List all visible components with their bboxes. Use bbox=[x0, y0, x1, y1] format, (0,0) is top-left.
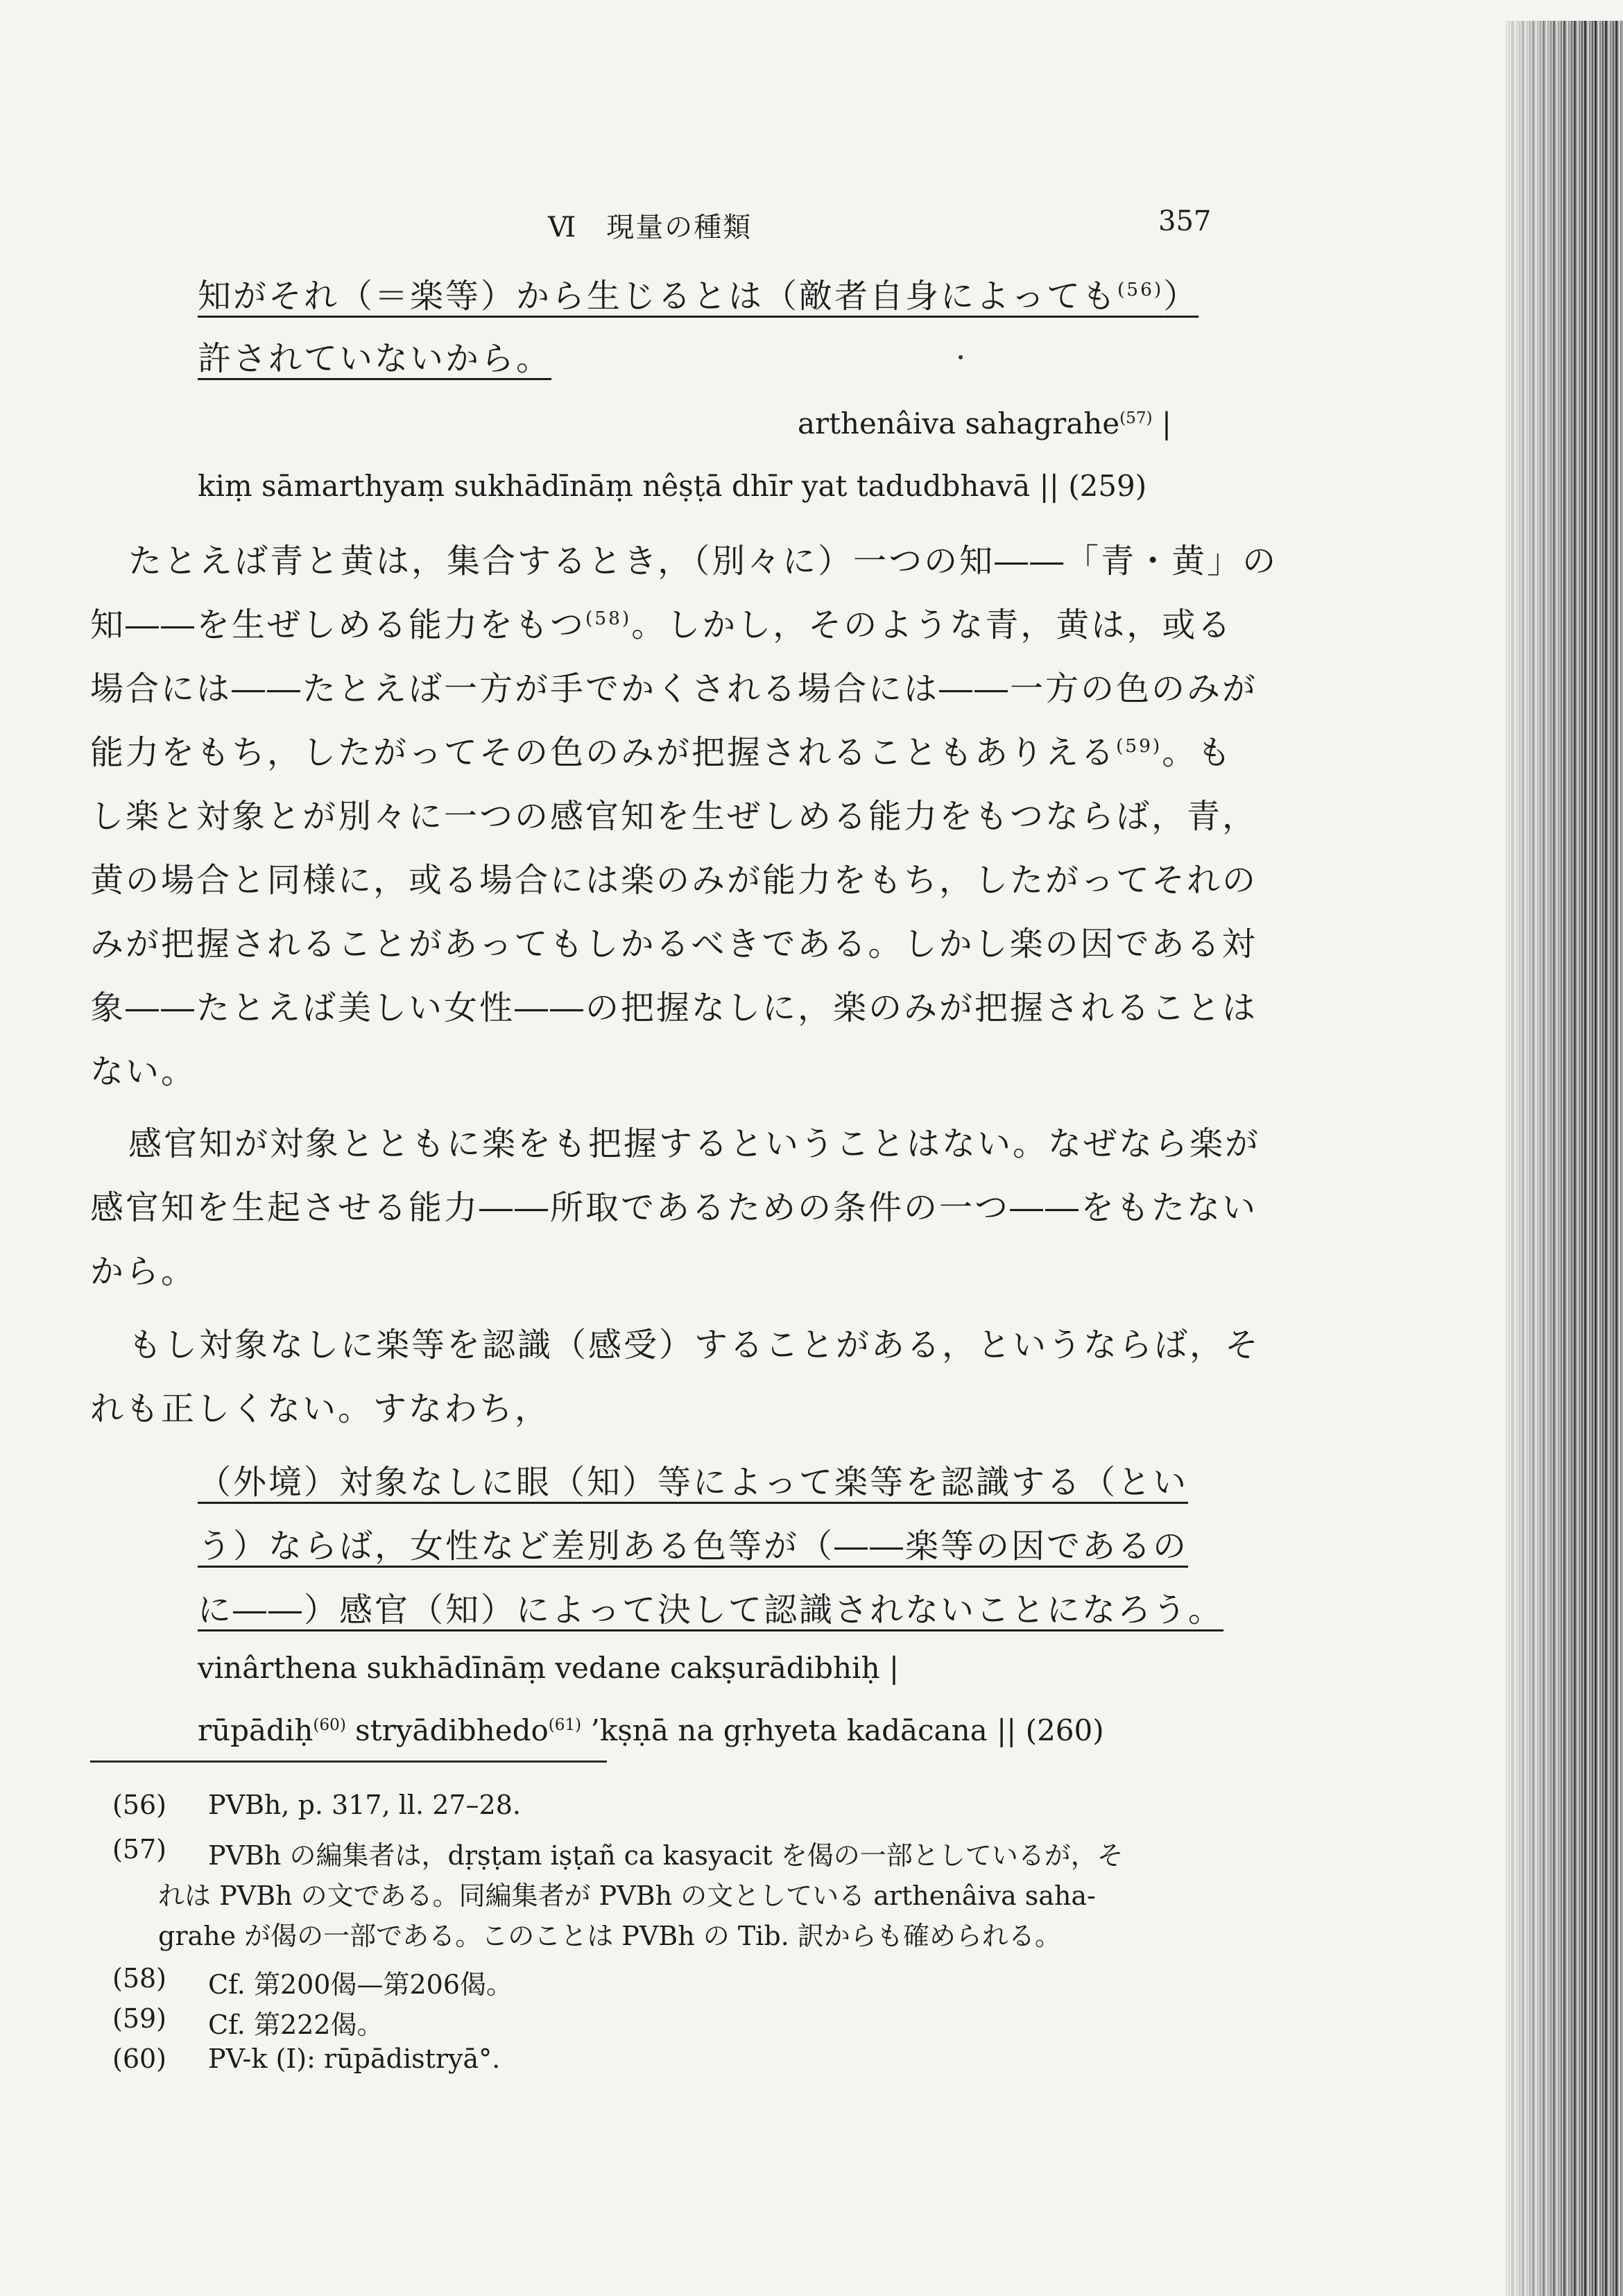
para-1-line-6: 黄の場合と同様に，或る場合には楽のみが能力をもち，したがってそれの bbox=[90, 861, 1258, 900]
para-2-line-2: 感官知を生起させる能力――所取であるための条件の一つ――をもたない bbox=[90, 1188, 1258, 1227]
footnote-text: PVBh の編集者は，dṛṣṭam iṣṭañ ca kasyacit を偈の一部としているが，そ bbox=[208, 1840, 1124, 1871]
body-text: 。も bbox=[1162, 733, 1233, 772]
verse-260-jp-line-3: に――）感官（知）によって決して認識されないことになろう。 bbox=[198, 1591, 1224, 1629]
footnote-ref: (59) bbox=[1116, 735, 1162, 757]
sanskrit-text: arthenâiva sahagrahe bbox=[798, 406, 1120, 440]
sanskrit-text: stryādibhedo bbox=[345, 1713, 549, 1747]
page-number: 357 bbox=[1158, 205, 1212, 237]
footnote-ref: (58) bbox=[585, 608, 632, 629]
verse-259-sanskrit-line-1 bbox=[798, 406, 1171, 440]
footnote-number: (56) bbox=[112, 1790, 167, 1820]
footnote-text: PVBh, p. 317, ll. 27–28. bbox=[208, 1790, 521, 1820]
para-1-line-2 bbox=[90, 598, 1233, 646]
stray-mark bbox=[959, 355, 963, 359]
footnote-57 bbox=[0, 1834, 1248, 1966]
footnote-divider bbox=[90, 1760, 607, 1763]
para-3-line-1: もし対象なしに楽等を認識（感受）することがある，というならば，そ bbox=[128, 1326, 1261, 1364]
para-1-line-1: たとえば青と黄は，集合するとき，（別々に）一つの知――「青・黄」の bbox=[128, 542, 1278, 581]
verse-260-sanskrit-line-1: vinârthena sukhādīnāṃ vedane cakṣurādibhiḥ | bbox=[198, 1651, 900, 1685]
footnote-text: grahe が偈の一部である。このことは PVBh の Tib. 訳からも確められる。 bbox=[158, 1921, 1061, 1951]
sanskrit-text: | bbox=[1152, 406, 1172, 440]
sanskrit-text: ’kṣṇā na gṛhyeta kadācana || (260) bbox=[581, 1713, 1104, 1747]
para-1-line-5: し楽と対象とが別々に一つの感官知を生ぜしめる能力をもつならば，青， bbox=[90, 797, 1258, 836]
footnote-text: Cf. 第222偈。 bbox=[208, 2010, 384, 2040]
para-2-line-1: 感官知が対象とともに楽をも把握するということはない。なぜなら楽が bbox=[128, 1124, 1261, 1163]
footnote-number: (58) bbox=[112, 1963, 167, 1994]
para-1-line-9: ない。 bbox=[90, 1052, 197, 1091]
footnote-number: (57) bbox=[112, 1834, 167, 1865]
para-1-line-4 bbox=[90, 726, 1233, 773]
footnote-56 bbox=[0, 1790, 1248, 1831]
verse-260-jp-line-2: う）ならば，女性など差別ある色等が（――楽等の因であるの bbox=[198, 1527, 1189, 1566]
footnote-ref: (60) bbox=[313, 1716, 346, 1734]
footnote-text: れは PVBh の文である。同編集者が PVBh の文としている arthenâiva saha- bbox=[158, 1881, 1096, 1911]
para-1-line-8: 象――たとえば美しい女性――の把握なしに，楽のみが把握されることは bbox=[90, 988, 1258, 1027]
verse-259-jp-line-1 bbox=[198, 269, 1199, 317]
para-3-line-2: れも正しくない。すなわち， bbox=[90, 1389, 551, 1428]
verse-260-sanskrit-line-2 bbox=[198, 1713, 1104, 1747]
footnote-text: Cf. 第200偈—第206偈。 bbox=[208, 1969, 513, 2000]
body-text: 知――を生ぜしめる能力をもつ bbox=[90, 606, 586, 644]
sanskrit-text: rūpādiḥ bbox=[198, 1713, 314, 1747]
footnote-60 bbox=[0, 2044, 1248, 2085]
running-header bbox=[0, 205, 1512, 247]
footnote-number: (60) bbox=[112, 2044, 167, 2074]
verse-259-jp-line-2: 許されていないから。 bbox=[198, 339, 552, 378]
body-text: 能力をもち，したがってその色のみが把握されることもありえる bbox=[90, 733, 1117, 772]
footnote-number: (59) bbox=[112, 2003, 167, 2034]
footnote-ref: (61) bbox=[548, 1716, 582, 1734]
para-1-line-7: みが把握されることがあってもしかるべきである。しかし楽の因である対 bbox=[90, 925, 1257, 963]
para-1-line-3: 場合には――たとえば一方が手でかくされる場合には――一方の色のみが bbox=[90, 669, 1258, 708]
body-text: 。しかし，そのような青，黄は，或る bbox=[631, 606, 1233, 644]
para-2-line-3: から。 bbox=[90, 1252, 197, 1291]
footnote-58 bbox=[0, 1963, 1248, 2005]
verse-259-sanskrit-line-2: kiṃ sāmarthyaṃ sukhādīnāṃ nêṣṭā dhīr yat tadudbhavā || (259) bbox=[198, 469, 1147, 503]
footnote-text: PV-k (I): rūpādistryā°. bbox=[208, 2044, 501, 2074]
book-spine-shadow bbox=[1505, 21, 1581, 2296]
verse-text: 知がそれ（＝楽等）から生じるとは（敵者自身によっても bbox=[198, 277, 1118, 316]
verse-260-jp-line-1: （外境）対象なしに眼（知）等によって楽等を認識する（とい bbox=[198, 1463, 1189, 1502]
chapter-title: Ⅵ 現量の種類 bbox=[548, 212, 753, 243]
footnote-ref: (56) bbox=[1117, 279, 1164, 300]
footnote-ref: (57) bbox=[1119, 409, 1153, 427]
verse-text: ） bbox=[1163, 277, 1199, 316]
footnote-59 bbox=[0, 2003, 1248, 2045]
